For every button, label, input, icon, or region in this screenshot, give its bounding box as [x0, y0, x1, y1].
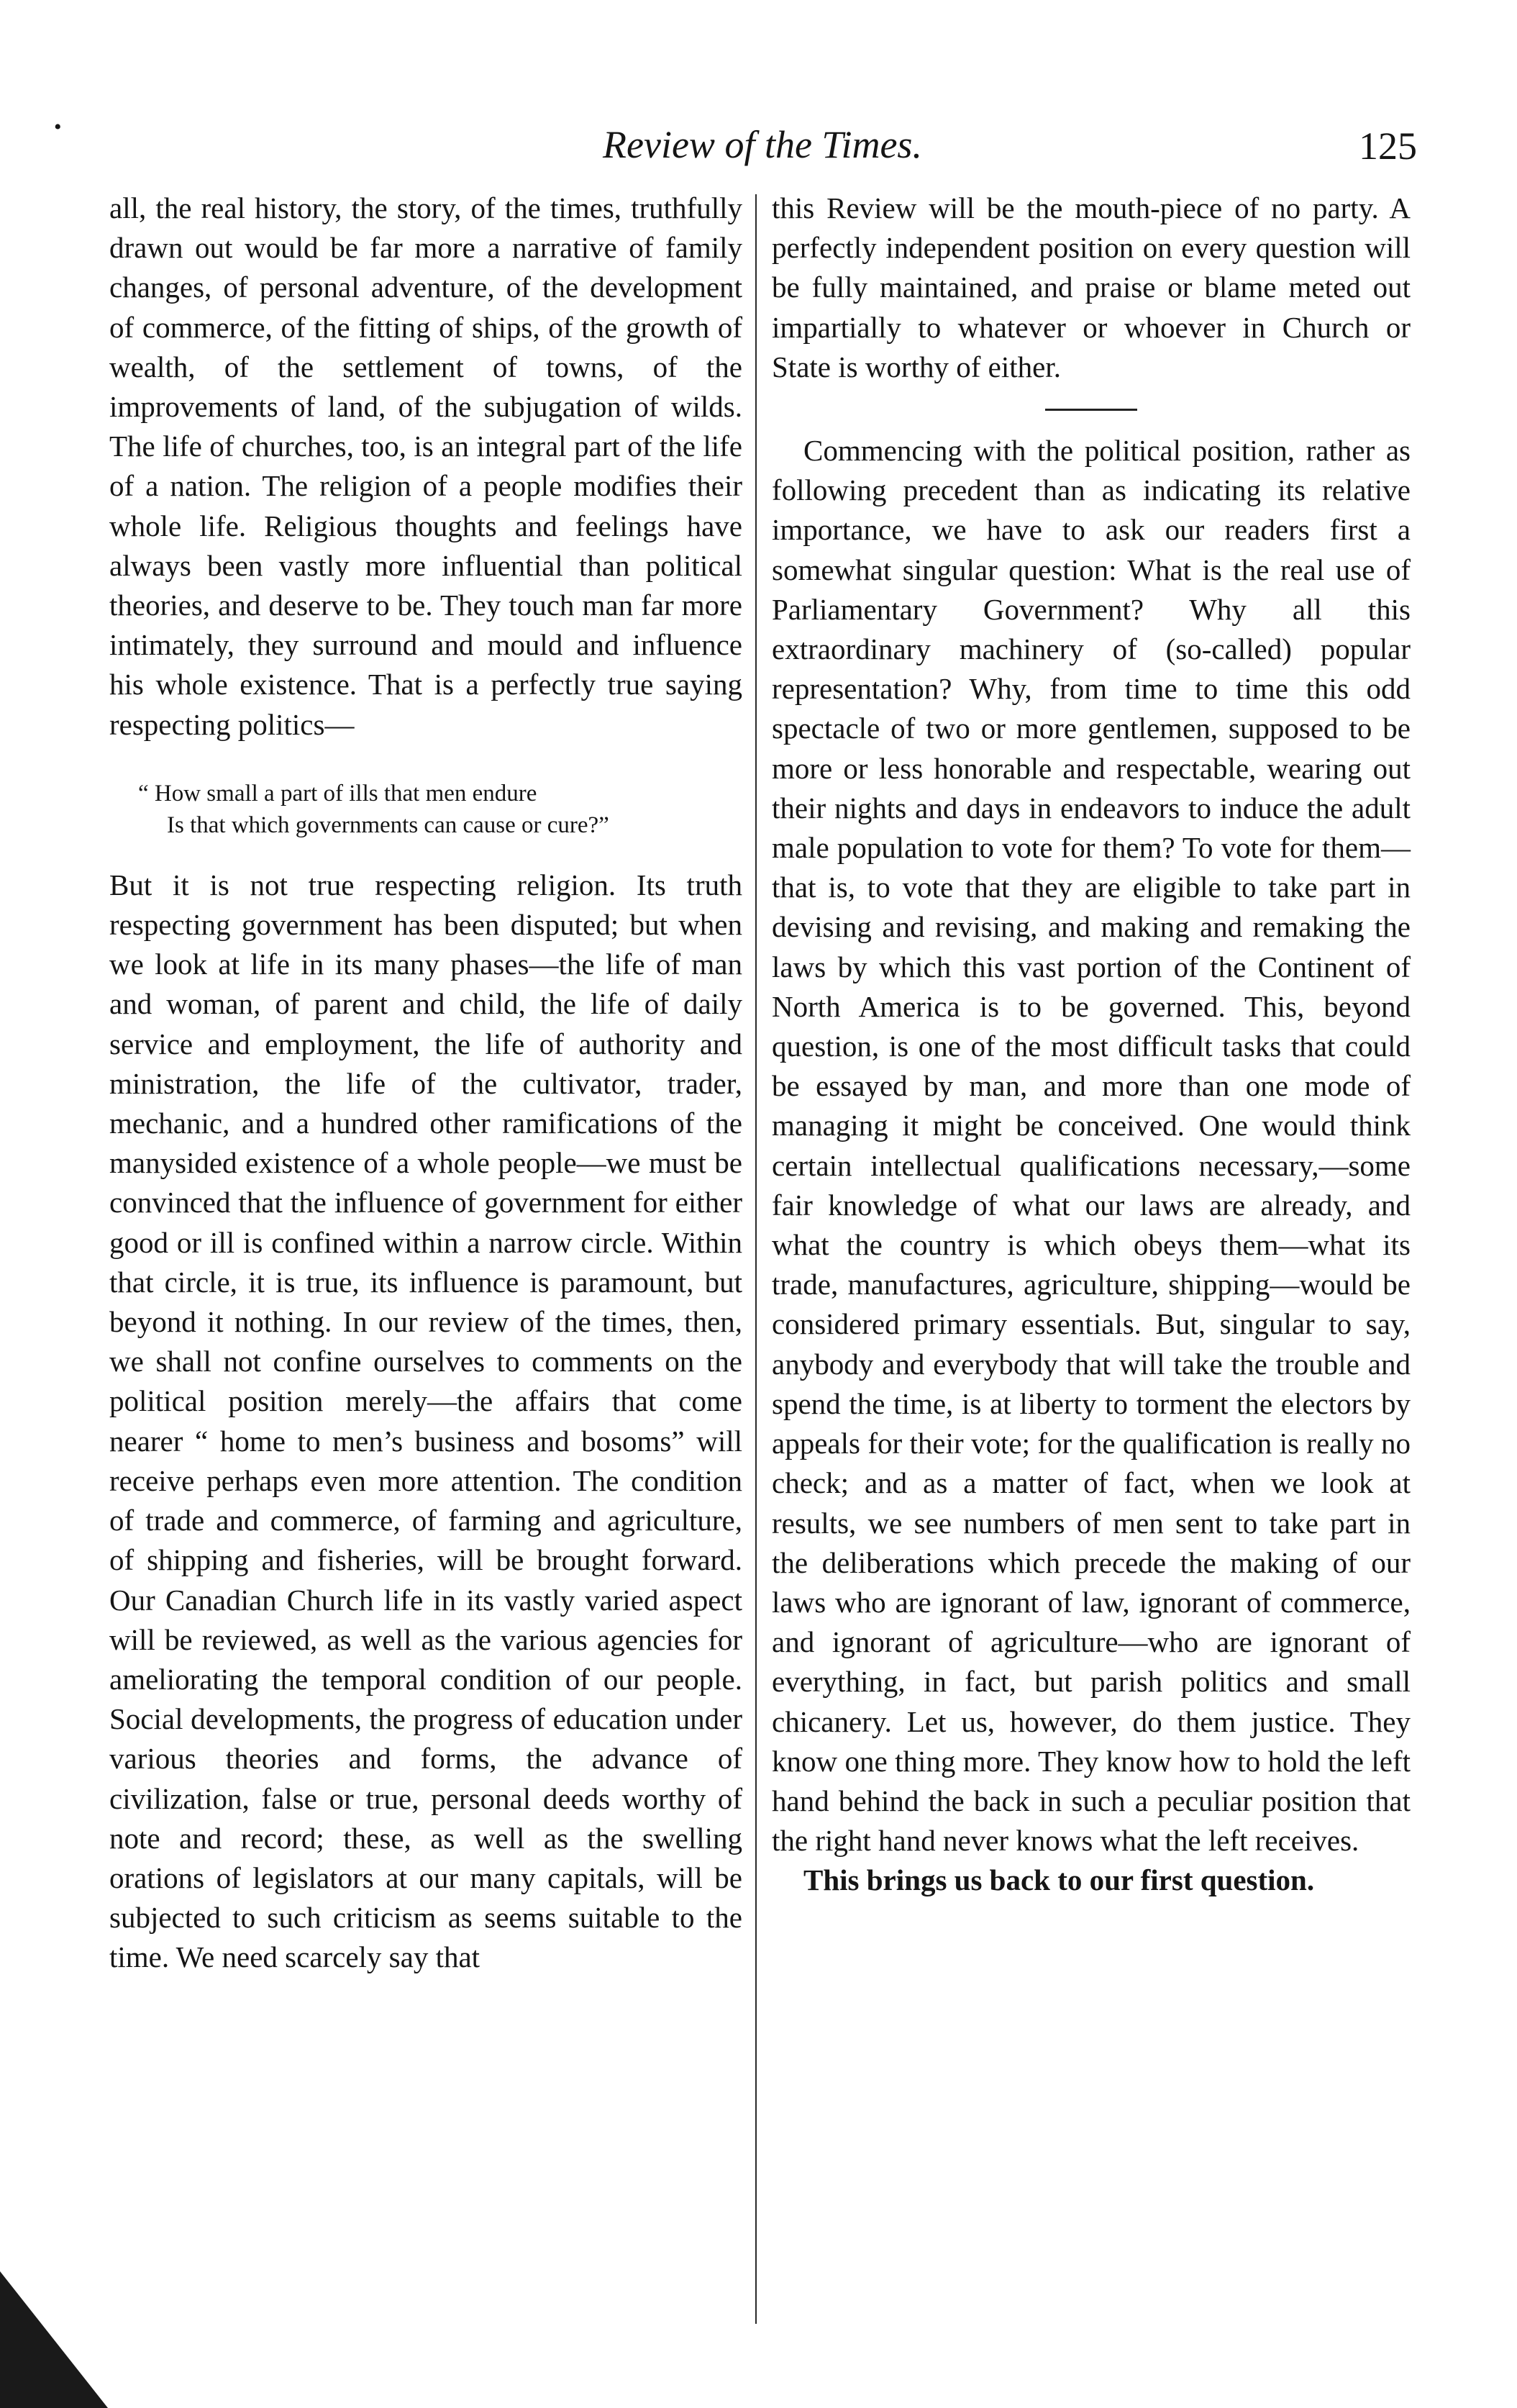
quote-line-2: Is that which governments can cause or cure?”	[167, 812, 609, 838]
running-title: Review of the Times.	[603, 123, 922, 166]
quote-line-1: “ How small a part of ills that men endure	[138, 780, 537, 807]
scan-shadow	[0, 2271, 108, 2408]
column-divider	[755, 194, 757, 2324]
left-column	[109, 188, 742, 1978]
right-paragraph-3: This brings us back to our first question.	[803, 1863, 1315, 1897]
right-column	[772, 188, 1411, 1901]
verse-quotation	[109, 778, 742, 841]
stray-ink-mark: •	[54, 115, 62, 139]
right-paragraph-2: Commencing with the political position, rather as following precedent than as indicating its relative importance, we have to ask our readers first a somewhat singular question: What is the real use of Parliamentary Government? Why all this extraordinary machinery of (so-called) popular representation? Why, from time to time this odd spectacle of two or more gentlemen, supposed to be more or less honorable and respectable, wearing out their nights and days in endeavors to induce the adult male population to vote for them? To vote for them—that is, to vote that they are eligible to take part in devising and revising, and making and remaking the laws by which this vast portion of the Continent of North America is to be governed. This, beyond question, is one of the most difficult tasks that could be essayed by man, and more than one mode of managing it might be conceived. One would think certain intellectual qualifications necessary,—some fair knowledge of what our laws are already, and what the country is which obeys them—what its trade, manufactures, agriculture, shipping—would be considered primary essentials. But, singular to say, anybody and everybody that will take the trouble and spend the time, is at liberty to torment the electors by appeals for their vote; for the qualification is really no check; and as a matter of fact, when we look at results, we see numbers of men sent to take part in the deliberations which precede the making of our laws who are ignorant of law, ignorant of commerce, and ignorant of agriculture—who are ignorant of everything, in fact, but parish politics and small chicanery. Let us, however, do them justice. They know one thing more. They know how to hold the left hand behind the back in such a peculiar position that the right hand never knows what the left receives.	[772, 434, 1411, 1858]
section-divider	[1045, 409, 1137, 411]
left-paragraph-2: But it is not true respecting religion. Its truth respecting government has been disputed; but when we look at life in its many phases—the life of man and woman, of parent and child, the life of daily service and employment, the life of authority and ministration, the life of the cultivator, trader, mechanic, and a hundred other ramifications of the manysided existence of a whole people—we must be convinced that the influence of government for either good or ill is confined within a narrow circle. Within that circle, it is true, its influence is paramount, but beyond it nothing. In our review of the times, then, we shall not confine ourselves to comments on the political position merely—the affairs that come nearer “ home to men’s business and bosoms” will receive perhaps even more attention. The condition of trade and commerce, of farming and agriculture, of shipping and fisheries, will be brought forward. Our Canadian Church life in its vastly varied aspect will be reviewed, as well as the various agencies for ameliorating the temporal condition of our people. Social developments, the progress of education under various theories and forms, the advance of civilization, false or true, personal deeds worthy of note and record; these, as well as the swelling orations of legislators at our many capitals, will be subjected to such criticism as seems suitable to the time. We need scarcely say that	[109, 868, 742, 1974]
page-number: 125	[1359, 124, 1417, 168]
right-paragraph-1: this Review will be the mouth-piece of no party. A perfectly independent position on every question will be fully maintained, and praise or blame meted out impartially to whatever or whoever in Church or State is worthy of either.	[772, 191, 1411, 383]
left-paragraph-1: all, the real history, the story, of the times, truthfully drawn out would be far more a narrative of family changes, of personal adventure, of the development of commerce, of the fitting of ships, of the growth of wealth, of the settlement of towns, of the improvements of land, of the subjugation of wilds. The life of churches, too, is an integral part of the life of a nation. The religion of a people modifies their whole life. Religious thoughts and feelings have always been vastly more influential than political theories, and deserve to be. They touch man far more intimately, they surround and mould and influence his whole existence. That is a perfectly true saying respecting politics—	[109, 191, 742, 741]
